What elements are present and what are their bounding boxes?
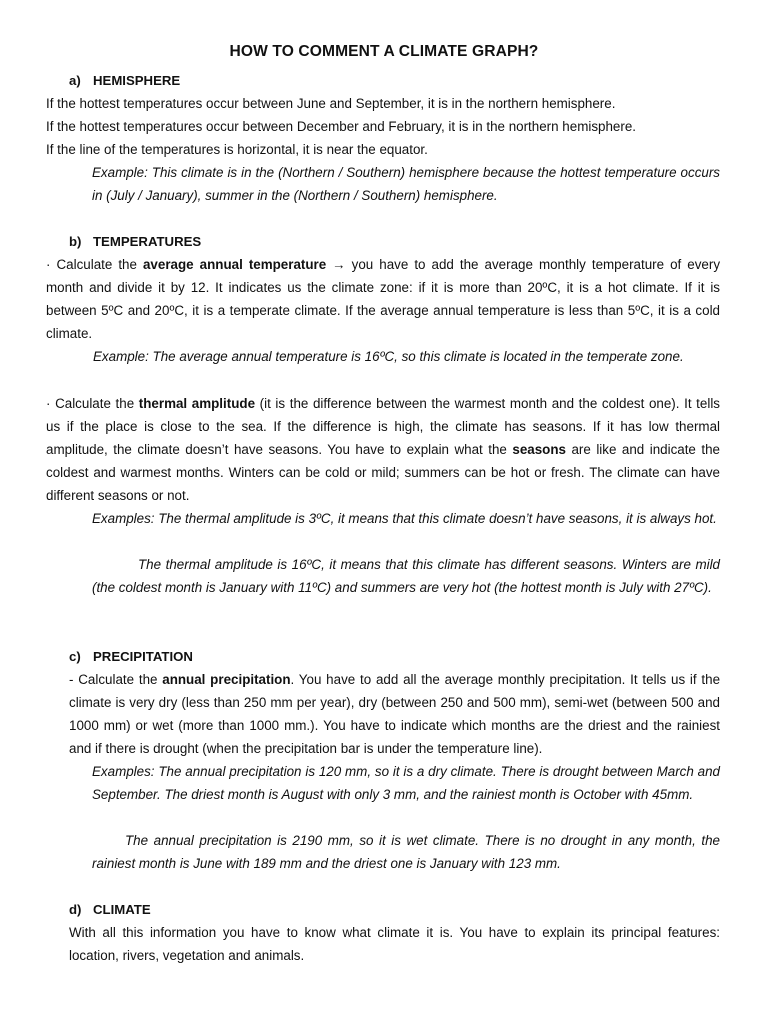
- temperature-example-1: Example: The average annual temperature is 16ºC, so this climate is located in the temperate zone.: [93, 349, 684, 364]
- text-run: (it is the difference between the warmest month and the coldest one). It tells us if the place is close to the sea. If the difference is high, the climate has seasons. If it has low thermal amplitude, the climate doesn’t have seasons. You have to explain what the: [46, 396, 720, 457]
- section-d-heading: [69, 902, 151, 917]
- section-b-title: TEMPERATURES: [93, 234, 202, 249]
- average-annual-temperature-term: average annual temperature: [142, 257, 327, 272]
- temperature-example-2b: The thermal amplitude is 16ºC, it means that this climate has different seasons. Winters are mild (the coldest month is January with 11ºC) and summers are very hot (the hottest month is July with 27ºC).: [92, 557, 720, 595]
- precipitation-example-b: The annual precipitation is 2190 mm, so it is wet climate. There is no drought in any month, the rainiest month is June with 189 mm and the driest one is January with 123 mm.: [92, 833, 720, 871]
- section-d-letter: d): [69, 902, 82, 917]
- hemisphere-line-3: If the line of the temperatures is horizontal, it is near the equator.: [46, 142, 428, 157]
- section-b-letter: b): [69, 234, 82, 249]
- section-c-letter: c): [69, 649, 81, 664]
- section-a-heading: [69, 73, 180, 88]
- section-b-heading: [69, 234, 201, 249]
- section-c-heading: [69, 649, 193, 664]
- section-d-title: CLIMATE: [93, 902, 151, 917]
- temperature-example-2a: Examples: The thermal amplitude is 3ºC, it means that this climate doesn’t have seasons, it is always hot.: [92, 511, 717, 526]
- hemisphere-example: Example: This climate is in the (Northern / Southern) hemisphere because the hottest temperature occurs in (July / January), summer in the (Northern / Southern) hemisphere.: [92, 165, 720, 203]
- hemisphere-line-1: If the hottest temperatures occur between June and September, it is in the northern hemisphere.: [46, 96, 616, 111]
- page-title: HOW TO COMMENT A CLIMATE GRAPH?: [229, 43, 539, 60]
- annual-precipitation-term: annual precipitation: [162, 672, 291, 687]
- temperature-paragraph-1: [46, 253, 720, 345]
- precipitation-example-a: Examples: The annual precipitation is 120 mm, so it is a dry climate. There is drought between March and September. The driest month is August with only 3 mm, and the rainiest month is October with 45mm.: [92, 764, 720, 802]
- section-a-letter: a): [69, 73, 81, 88]
- climate-paragraph: With all this information you have to know what climate it is. You have to explain its principal features: location, rivers, vegetation and animals.: [69, 925, 720, 963]
- text-run: . You have to add all the average monthly precipitation. It tells us if the climate is very dry (less than 250 mm per year), dry (between 250 and 500 mm), semi-wet (between 500 and 1000 mm) or wet (more than 1000 mm.). You have to indicate which months are the driest and the rainiest and if there is drought (when the precipitation bar is under the temperature line).: [69, 672, 721, 756]
- text-run: · Calculate the: [46, 257, 143, 272]
- text-run: · Calculate the: [46, 396, 139, 411]
- temperature-paragraph-2: [46, 392, 720, 507]
- section-a-title: HEMISPHERE: [93, 73, 181, 88]
- seasons-term: seasons: [512, 442, 566, 457]
- text-run: - Calculate the: [69, 672, 163, 687]
- thermal-amplitude-term: thermal amplitude: [138, 396, 256, 411]
- section-c-title: PRECIPITATION: [93, 649, 193, 664]
- text-run: are like and indicate the coldest and warmest months. Winters can be cold or mild; summers can be hot or fresh. The climate can have different seasons or not.: [46, 442, 720, 503]
- text-run: → you have to add the average monthly temperature of every month and divide it by 12. It indicates us the climate zone: if it is more than 20ºC, it is a hot climate. If it is between 5ºC and 20ºC, it is a temperate climate. If the average annual temperature is less than 5ºC, it is a cold climate.: [46, 257, 721, 341]
- hemisphere-line-2: If the hottest temperatures occur between December and February, it is in the northern hemisphere.: [46, 119, 636, 134]
- precipitation-paragraph: [69, 668, 720, 760]
